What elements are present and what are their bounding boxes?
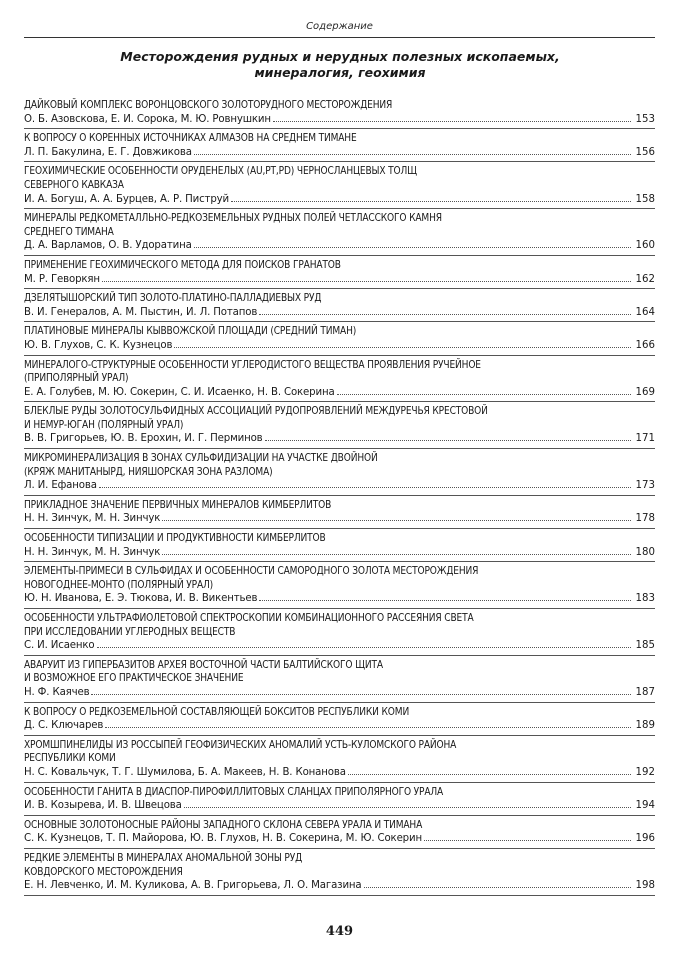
toc-entry-page: 158 xyxy=(635,193,655,205)
toc-entry-page: 196 xyxy=(635,833,655,845)
toc-entry xyxy=(24,292,655,322)
toc-entry-authors: В. И. Генералов, А. М. Пыстин, И. Л. Потапов xyxy=(24,306,258,318)
toc-entry-title-line: СЕВЕРНОГО КАВКАЗА xyxy=(24,179,124,191)
dot-leader xyxy=(348,773,631,775)
toc-entry-authors: Ю. Н. Иванова, Е. Э. Тюкова, И. В. Викентьев xyxy=(24,593,258,605)
dot-leader xyxy=(99,486,631,488)
toc-entry-author-line xyxy=(24,766,655,780)
dot-leader xyxy=(364,886,631,888)
toc-entry xyxy=(24,739,655,783)
toc-entry-author-line xyxy=(24,879,655,893)
entry-separator xyxy=(24,782,655,783)
toc-entry-authors: И. А. Богуш, А. А. Бурцев, А. Р. Пиструй xyxy=(24,193,230,205)
entry-separator xyxy=(24,702,655,703)
entry-separator xyxy=(24,321,655,322)
toc-entry-title xyxy=(24,405,655,432)
toc-entry-page: 192 xyxy=(635,766,655,778)
section-title xyxy=(60,49,620,81)
toc-entry xyxy=(24,852,655,896)
toc-entry-title-line: ПРИ ИССЛЕДОВАНИИ УГЛЕРОДНЫХ ВЕЩЕСТВ xyxy=(24,626,236,638)
toc-entry-authors: Н. Ф. Каячев xyxy=(24,686,90,698)
toc-entry-title xyxy=(24,212,655,239)
toc-entry-title-line: ОСОБЕННОСТИ УЛЬТРАФИОЛЕТОВОЙ СПЕКТРОСКОПИИ КОМБИНАЦИОННОГО РАССЕЯНИЯ СВЕТА xyxy=(24,613,474,624)
toc-entry-title-line: АВАРУИТ ИЗ ГИПЕРБАЗИТОВ АРХЕЯ ВОСТОЧНОЙ ЧАСТИ БАЛТИЙСКОГО ЩИТА xyxy=(24,659,383,671)
table-of-contents xyxy=(24,99,655,899)
toc-entry-authors: Е. Н. Левченко, И. М. Куликова, А. В. Григорьева, Л. О. Магазина xyxy=(24,880,362,892)
dot-leader xyxy=(273,120,631,122)
toc-entry xyxy=(24,532,655,562)
entry-separator xyxy=(24,448,655,449)
toc-entry-title-line: К ВОПРОСУ О РЕДКОЗЕМЕЛЬНОЙ СОСТАВЛЯЮЩЕЙ БОКСИТОВ РЕСПУБЛИКИ КОМИ xyxy=(24,706,410,718)
toc-entry-author-line xyxy=(24,306,655,320)
entry-separator xyxy=(24,815,655,816)
toc-entry xyxy=(24,212,655,256)
toc-entry-title-line: РЕДКИЕ ЭЛЕМЕНТЫ В МИНЕРАЛАХ АНОМАЛЬНОЙ ЗОНЫ РУД xyxy=(24,852,303,864)
toc-entry-author-line xyxy=(24,639,655,653)
toc-entry-page: 171 xyxy=(635,433,655,445)
entry-separator xyxy=(24,255,655,256)
toc-entry-title xyxy=(24,739,655,766)
toc-entry-title-line: ГЕОХИМИЧЕСКИЕ ОСОБЕННОСТИ ОРУДЕНЕЛЫХ (AU,PT,PD) ЧЕРНОСЛАНЦЕВЫХ ТОЛЩ xyxy=(24,166,417,178)
toc-entry xyxy=(24,452,655,496)
toc-entry-title-line: ЭЛЕМЕНТЫ-ПРИМЕСИ В СУЛЬФИДАХ И ОСОБЕННОСТИ САМОРОДНОГО ЗОЛОТА МЕСТОРОЖДЕНИЯ xyxy=(24,566,479,578)
toc-entry-title xyxy=(24,659,655,686)
toc-entry-title-line: ОСНОВНЫЕ ЗОЛОТОНОСНЫЕ РАЙОНЫ ЗАПАДНОГО СКЛОНА СЕВЕРА УРАЛА И ТИМАНА xyxy=(24,819,423,831)
dot-leader xyxy=(259,599,631,601)
toc-entry-title xyxy=(24,612,655,639)
toc-entry xyxy=(24,612,655,656)
toc-entry xyxy=(24,659,655,703)
toc-entry-title xyxy=(24,706,655,720)
toc-entry-page: 198 xyxy=(635,880,655,892)
toc-entry-author-line xyxy=(24,592,655,606)
toc-entry-page: 156 xyxy=(635,146,655,158)
toc-entry-author-line xyxy=(24,799,655,813)
toc-entry xyxy=(24,359,655,403)
toc-entry-author-line xyxy=(24,146,655,160)
toc-entry-authors: Ю. В. Глухов, С. К. Кузнецов xyxy=(24,339,173,351)
toc-entry-title xyxy=(24,786,655,800)
entry-separator xyxy=(24,495,655,496)
toc-entry xyxy=(24,99,655,129)
toc-entry-authors: Н. Н. Зинчук, М. Н. Зинчук xyxy=(24,513,161,525)
toc-entry-title-line: МИНЕРАЛОГО-СТРУКТУРНЫЕ ОСОБЕННОСТИ УГЛЕРОДИСТОГО ВЕЩЕСТВА ПРОЯВЛЕНИЯ РУЧЕЙНОЕ xyxy=(24,359,481,371)
toc-entry-page: 164 xyxy=(635,306,655,318)
toc-entry-author-line xyxy=(24,546,655,560)
toc-entry-title-line: ПЛАТИНОВЫЕ МИНЕРАЛЫ КЫВВОЖСКОЙ ПЛОЩАДИ (СРЕДНИЙ ТИМАН) xyxy=(24,326,357,338)
toc-entry-author-line xyxy=(24,113,655,127)
toc-entry-title xyxy=(24,292,655,306)
toc-entry-authors: М. Р. Геворкян xyxy=(24,273,100,285)
toc-entry-author-line xyxy=(24,832,655,846)
toc-entry-title-line: ПРИМЕНЕНИЕ ГЕОХИМИЧЕСКОГО МЕТОДА ДЛЯ ПОИСКОВ ГРАНАТОВ xyxy=(24,259,341,271)
toc-entry-title xyxy=(24,532,655,546)
entry-separator xyxy=(24,608,655,609)
toc-entry-authors: В. В. Григорьев, Ю. В. Ерохин, И. Г. Перминов xyxy=(24,433,263,445)
toc-entry-page: 166 xyxy=(635,339,655,351)
toc-entry-authors: Л. И. Ефанова xyxy=(24,480,97,492)
entry-separator xyxy=(24,895,655,896)
toc-entry-title-line: НОВОГОДНЕЕ-МОНТО (ПОЛЯРНЫЙ УРАЛ) xyxy=(24,579,214,591)
toc-entry-page: 169 xyxy=(635,386,655,398)
toc-entry-title xyxy=(24,99,655,113)
toc-entry-title xyxy=(24,499,655,513)
toc-entry xyxy=(24,706,655,736)
dot-leader xyxy=(424,839,631,841)
dot-leader xyxy=(194,246,631,248)
toc-entry xyxy=(24,325,655,355)
toc-entry-title xyxy=(24,565,655,592)
entry-separator xyxy=(24,208,655,209)
toc-entry-title xyxy=(24,819,655,833)
dot-leader xyxy=(91,693,631,695)
toc-entry-authors: Л. П. Бакулина, Е. Г. Довжикова xyxy=(24,146,192,158)
toc-entry-title-line: (КРЯЖ МАНИТАНЫРД, НИЯШОРСКАЯ ЗОНА РАЗЛОМА) xyxy=(24,466,273,478)
toc-entry-author-line xyxy=(24,239,655,253)
toc-entry-page: 194 xyxy=(635,800,655,812)
toc-entry-author-line xyxy=(24,432,655,446)
section-title-line: минералогия, геохимия xyxy=(254,65,426,80)
toc-entry xyxy=(24,565,655,609)
toc-entry-authors: О. Б. Азовскова, Е. И. Сорока, М. Ю. Ровнушкин xyxy=(24,113,271,125)
toc-entry-title-line: МИНЕРАЛЫ РЕДКОМЕТАЛЛЬНО-РЕДКОЗЕМЕЛЬНЫХ РУДНЫХ ПОЛЕЙ ЧЕТЛАССКОГО КАМНЯ xyxy=(24,213,442,225)
dot-leader xyxy=(105,726,631,728)
toc-entry xyxy=(24,405,655,449)
toc-entry-title-line: И НЕМУР-ЮГАН (ПОЛЯРНЫЙ УРАЛ) xyxy=(24,419,184,431)
toc-entry xyxy=(24,819,655,849)
toc-entry-title-line: К ВОПРОСУ О КОРЕННЫХ ИСТОЧНИКАХ АЛМАЗОВ НА СРЕДНЕМ ТИМАНЕ xyxy=(24,133,357,145)
toc-entry-title-line: ХРОМШПИНЕЛИДЫ ИЗ РОССЫПЕЙ ГЕОФИЗИЧЕСКИХ АНОМАЛИЙ УСТЬ-КУЛОМСКОГО РАЙОНА xyxy=(24,739,457,751)
entry-separator xyxy=(24,128,655,129)
toc-entry-authors: Е. А. Голубев, М. Ю. Сокерин, С. И. Исаенко, Н. В. Сокерина xyxy=(24,386,335,398)
toc-entry-author-line xyxy=(24,512,655,526)
running-header: Содержание xyxy=(306,21,373,32)
page-number: 449 xyxy=(325,924,354,939)
dot-leader xyxy=(265,439,631,441)
toc-entry-title-line: ДАЙКОВЫЙ КОМПЛЕКС ВОРОНЦОВСКОГО ЗОЛОТОРУДНОГО МЕСТОРОЖДЕНИЯ xyxy=(24,100,393,111)
header-rule xyxy=(24,37,655,38)
toc-entry-author-line xyxy=(24,386,655,400)
toc-entry-title-line: (ПРИПОЛЯРНЫЙ УРАЛ) xyxy=(24,373,129,385)
dot-leader xyxy=(174,346,631,348)
entry-separator xyxy=(24,288,655,289)
entry-separator xyxy=(24,561,655,562)
toc-entry-title xyxy=(24,359,655,386)
toc-entry-title-line: МИКРОМИНЕРАЛИЗАЦИЯ В ЗОНАХ СУЛЬФИДИЗАЦИИ НА УЧАСТКЕ ДВОЙНОЙ xyxy=(24,453,378,465)
toc-entry xyxy=(24,165,655,209)
toc-entry-author-line xyxy=(24,193,655,207)
toc-entry-page: 183 xyxy=(635,593,655,605)
toc-entry-author-line xyxy=(24,719,655,733)
dot-leader xyxy=(184,806,631,808)
toc-entry-authors: Д. А. Варламов, О. В. Удоратина xyxy=(24,240,192,252)
toc-entry-title xyxy=(24,259,655,273)
toc-entry-title-line: И ВОЗМОЖНОЕ ЕГО ПРАКТИЧЕСКОЕ ЗНАЧЕНИЕ xyxy=(24,673,244,685)
toc-entry-title xyxy=(24,165,655,192)
dot-leader xyxy=(259,313,631,315)
toc-entry-title-line: РЕСПУБЛИКИ КОМИ xyxy=(24,753,116,765)
toc-entry-authors: Д. С. Ключарев xyxy=(24,720,104,732)
toc-entry-page: 187 xyxy=(635,686,655,698)
dot-leader xyxy=(194,153,631,155)
toc-entry-authors: С. К. Кузнецов, Т. П. Майорова, Ю. В. Глухов, Н. В. Сокерина, М. Ю. Сокерин xyxy=(24,833,422,845)
toc-entry-authors: Н. С. Ковальчук, Т. Г. Шумилова, Б. А. Макеев, Н. В. Конанова xyxy=(24,766,346,778)
toc-entry-page: 173 xyxy=(635,480,655,492)
toc-entry-author-line xyxy=(24,686,655,700)
toc-entry-page: 180 xyxy=(635,546,655,558)
toc-entry-author-line xyxy=(24,479,655,493)
toc-entry-page: 160 xyxy=(635,240,655,252)
toc-entry-title-line: КОВДОРСКОГО МЕСТОРОЖДЕНИЯ xyxy=(24,866,183,878)
toc-entry-title xyxy=(24,852,655,879)
toc-entry-title-line: СРЕДНЕГО ТИМАНА xyxy=(24,226,114,238)
entry-separator xyxy=(24,528,655,529)
dot-leader xyxy=(337,393,631,395)
toc-entry-title xyxy=(24,325,655,339)
dot-leader xyxy=(162,553,631,555)
entry-separator xyxy=(24,735,655,736)
toc-entry-title-line: ОСОБЕННОСТИ ГАНИТА В ДИАСПОР-ПИРОФИЛЛИТОВЫХ СЛАНЦАХ ПРИПОЛЯРНОГО УРАЛА xyxy=(24,786,444,798)
toc-entry xyxy=(24,132,655,162)
section-title-line: Месторождения рудных и нерудных полезных ископаемых, xyxy=(120,49,560,64)
dot-leader xyxy=(102,280,631,282)
dot-leader xyxy=(231,200,631,202)
toc-entry-page: 153 xyxy=(635,113,655,125)
toc-entry-title xyxy=(24,132,655,146)
dot-leader xyxy=(162,519,631,521)
toc-entry-title xyxy=(24,452,655,479)
entry-separator xyxy=(24,161,655,162)
toc-entry-page: 162 xyxy=(635,273,655,285)
toc-entry-title-line: ОСОБЕННОСТИ ТИПИЗАЦИИ И ПРОДУКТИВНОСТИ КИМБЕРЛИТОВ xyxy=(24,533,326,545)
toc-entry xyxy=(24,499,655,529)
toc-entry-title-line: БЛЕКЛЫЕ РУДЫ ЗОЛОТОСУЛЬФИДНЫХ АССОЦИАЦИЙ РУДОПРОЯВЛЕНИЙ МЕЖДУРЕЧЬЯ КРЕСТОВОЙ xyxy=(24,406,488,418)
toc-entry xyxy=(24,259,655,289)
toc-entry xyxy=(24,786,655,816)
toc-entry-authors: И. В. Козырева, И. В. Швецова xyxy=(24,800,182,812)
toc-entry-author-line xyxy=(24,273,655,287)
toc-entry-page: 178 xyxy=(635,513,655,525)
entry-separator xyxy=(24,355,655,356)
toc-entry-author-line xyxy=(24,339,655,353)
toc-entry-page: 189 xyxy=(635,720,655,732)
entry-separator xyxy=(24,401,655,402)
toc-entry-title-line: ПРИКЛАДНОЕ ЗНАЧЕНИЕ ПЕРВИЧНЫХ МИНЕРАЛОВ КИМБЕРЛИТОВ xyxy=(24,499,332,511)
toc-entry-title-line: ДЗЕЛЯТЫШОРСКИЙ ТИП ЗОЛОТО-ПЛАТИНО-ПАЛЛАДИЕВЫХ РУД xyxy=(24,293,322,305)
dot-leader xyxy=(97,646,631,648)
entry-separator xyxy=(24,848,655,849)
toc-entry-page: 185 xyxy=(635,640,655,652)
toc-entry-authors: Н. Н. Зинчук, М. Н. Зинчук xyxy=(24,546,161,558)
entry-separator xyxy=(24,655,655,656)
toc-entry-authors: С. И. Исаенко xyxy=(24,640,95,652)
